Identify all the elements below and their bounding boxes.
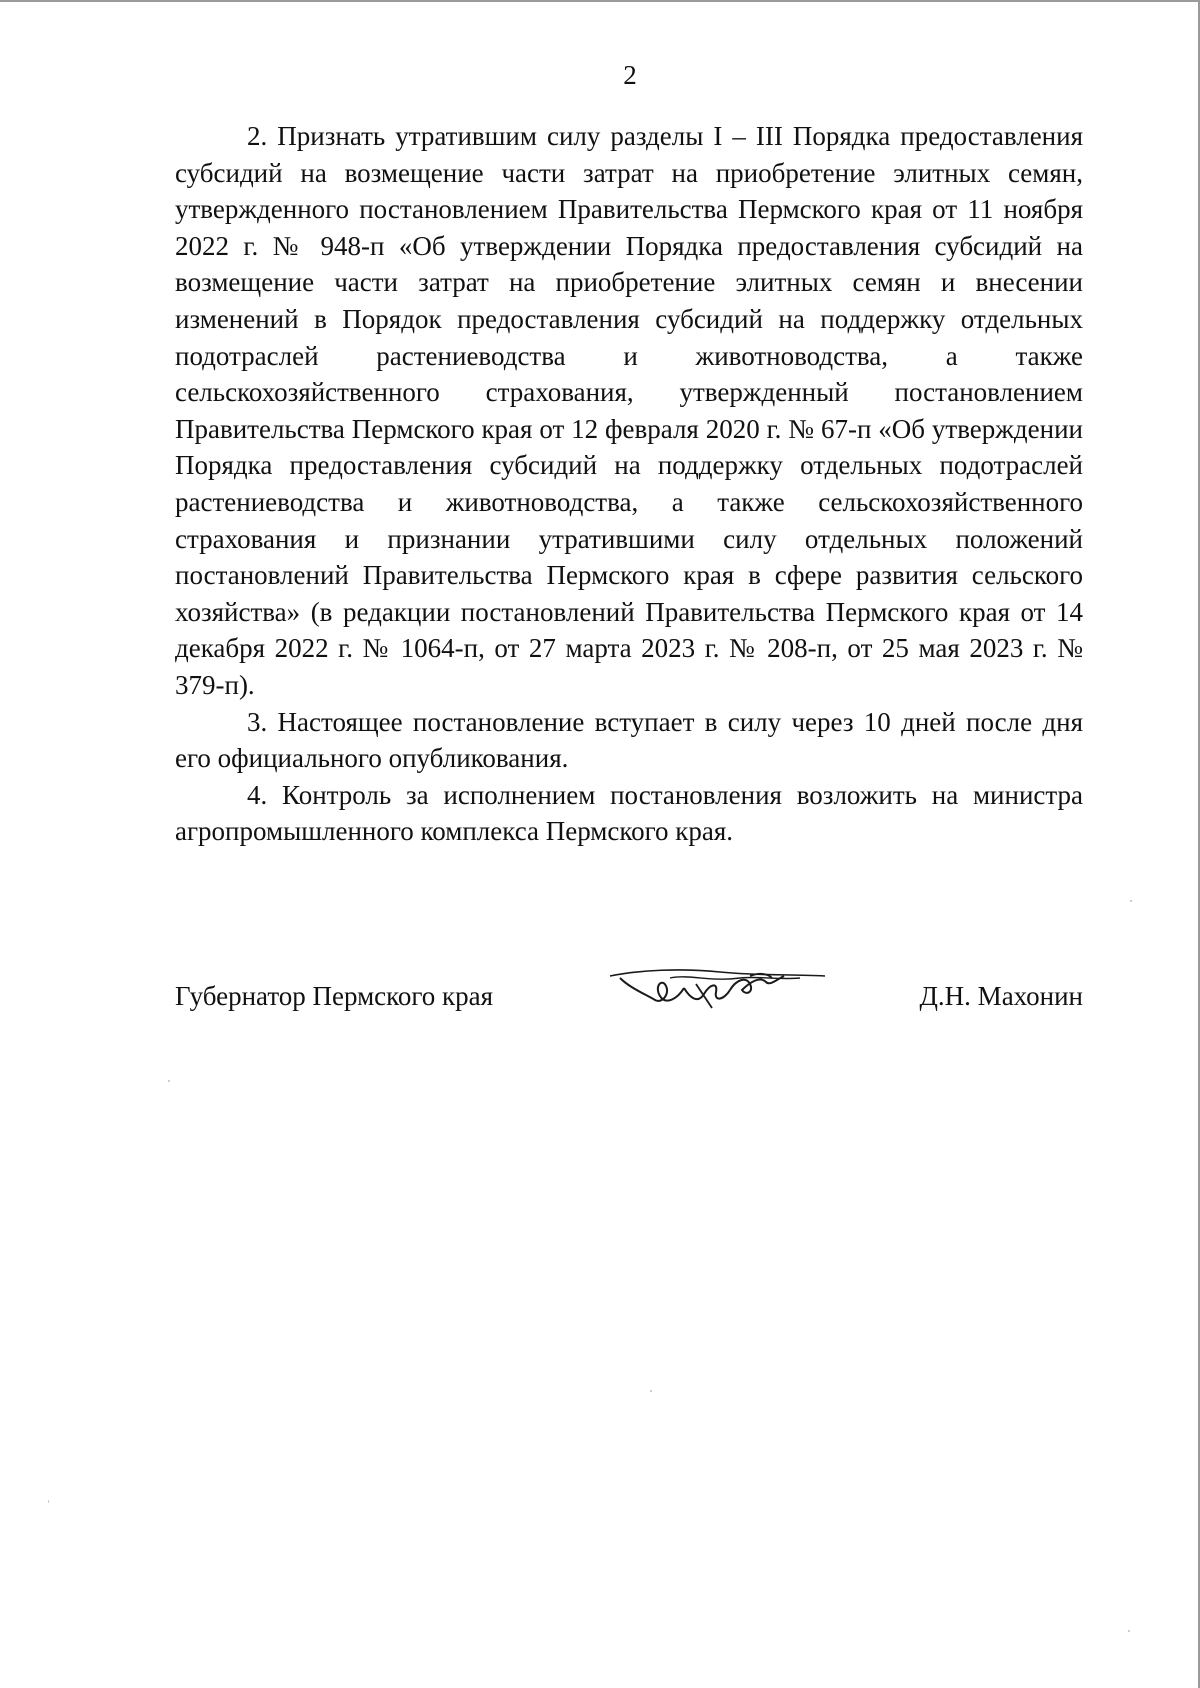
signatory-position: Губернатор Пермского края bbox=[175, 981, 494, 1011]
scan-speck bbox=[650, 1390, 652, 1392]
handwritten-signature bbox=[600, 964, 830, 1014]
scan-speck bbox=[48, 1500, 49, 1503]
scan-speck bbox=[168, 1080, 170, 1082]
paragraph-2: 2. Признать утратившим силу разделы I – III Порядка предоставления субсидий на возмещение части затрат на приобретение элитных семян, утвержденного постановлением Правительства Пермского края от 11 ноября 2022 г. № 948-п «Об утверждении Порядка предоставления субсидий на возмещение части затрат на приобретение элитных семян и внесении изменений в Порядок предоставления субсидий на поддержку отдельных подотраслей растениеводства и животноводства, а также сельскохозяйственного страхования, утвержденный постановлением Правительства Пермского края от 12 февраля 2020 г. № 67-п «Об утверждении Порядка предоставления субсидий на поддержку отдельных подотраслей растениеводства и животноводства, а также сельскохозяйственного страхования и признании утратившими силу отдельных положений постановлений Правительства Пермского края в сфере развития сельского хозяйства» (в редакции постановлений Правительства Пермского края от 14 декабря 2022 г. № 1064-п, от 27 марта 2023 г. № 208-п, от 25 мая 2023 г. № 379-п). bbox=[175, 121, 1083, 700]
document-body bbox=[175, 118, 1083, 850]
page-number: 2 bbox=[623, 60, 637, 90]
scan-edge-top bbox=[0, 0, 1200, 2]
paragraph-3: 3. Настоящее постановление вступает в силу через 10 дней после дня его официального опубликования. bbox=[175, 706, 1083, 774]
paragraph-4: 4. Контроль за исполнением постановления возложить на министра агропромышленного комплекса Пермского края. bbox=[175, 779, 1083, 847]
signatory-name: Д.Н. Махонин bbox=[919, 981, 1083, 1011]
scan-speck bbox=[1130, 900, 1132, 902]
signature-block bbox=[175, 960, 1083, 1030]
scan-speck bbox=[1128, 1630, 1130, 1632]
